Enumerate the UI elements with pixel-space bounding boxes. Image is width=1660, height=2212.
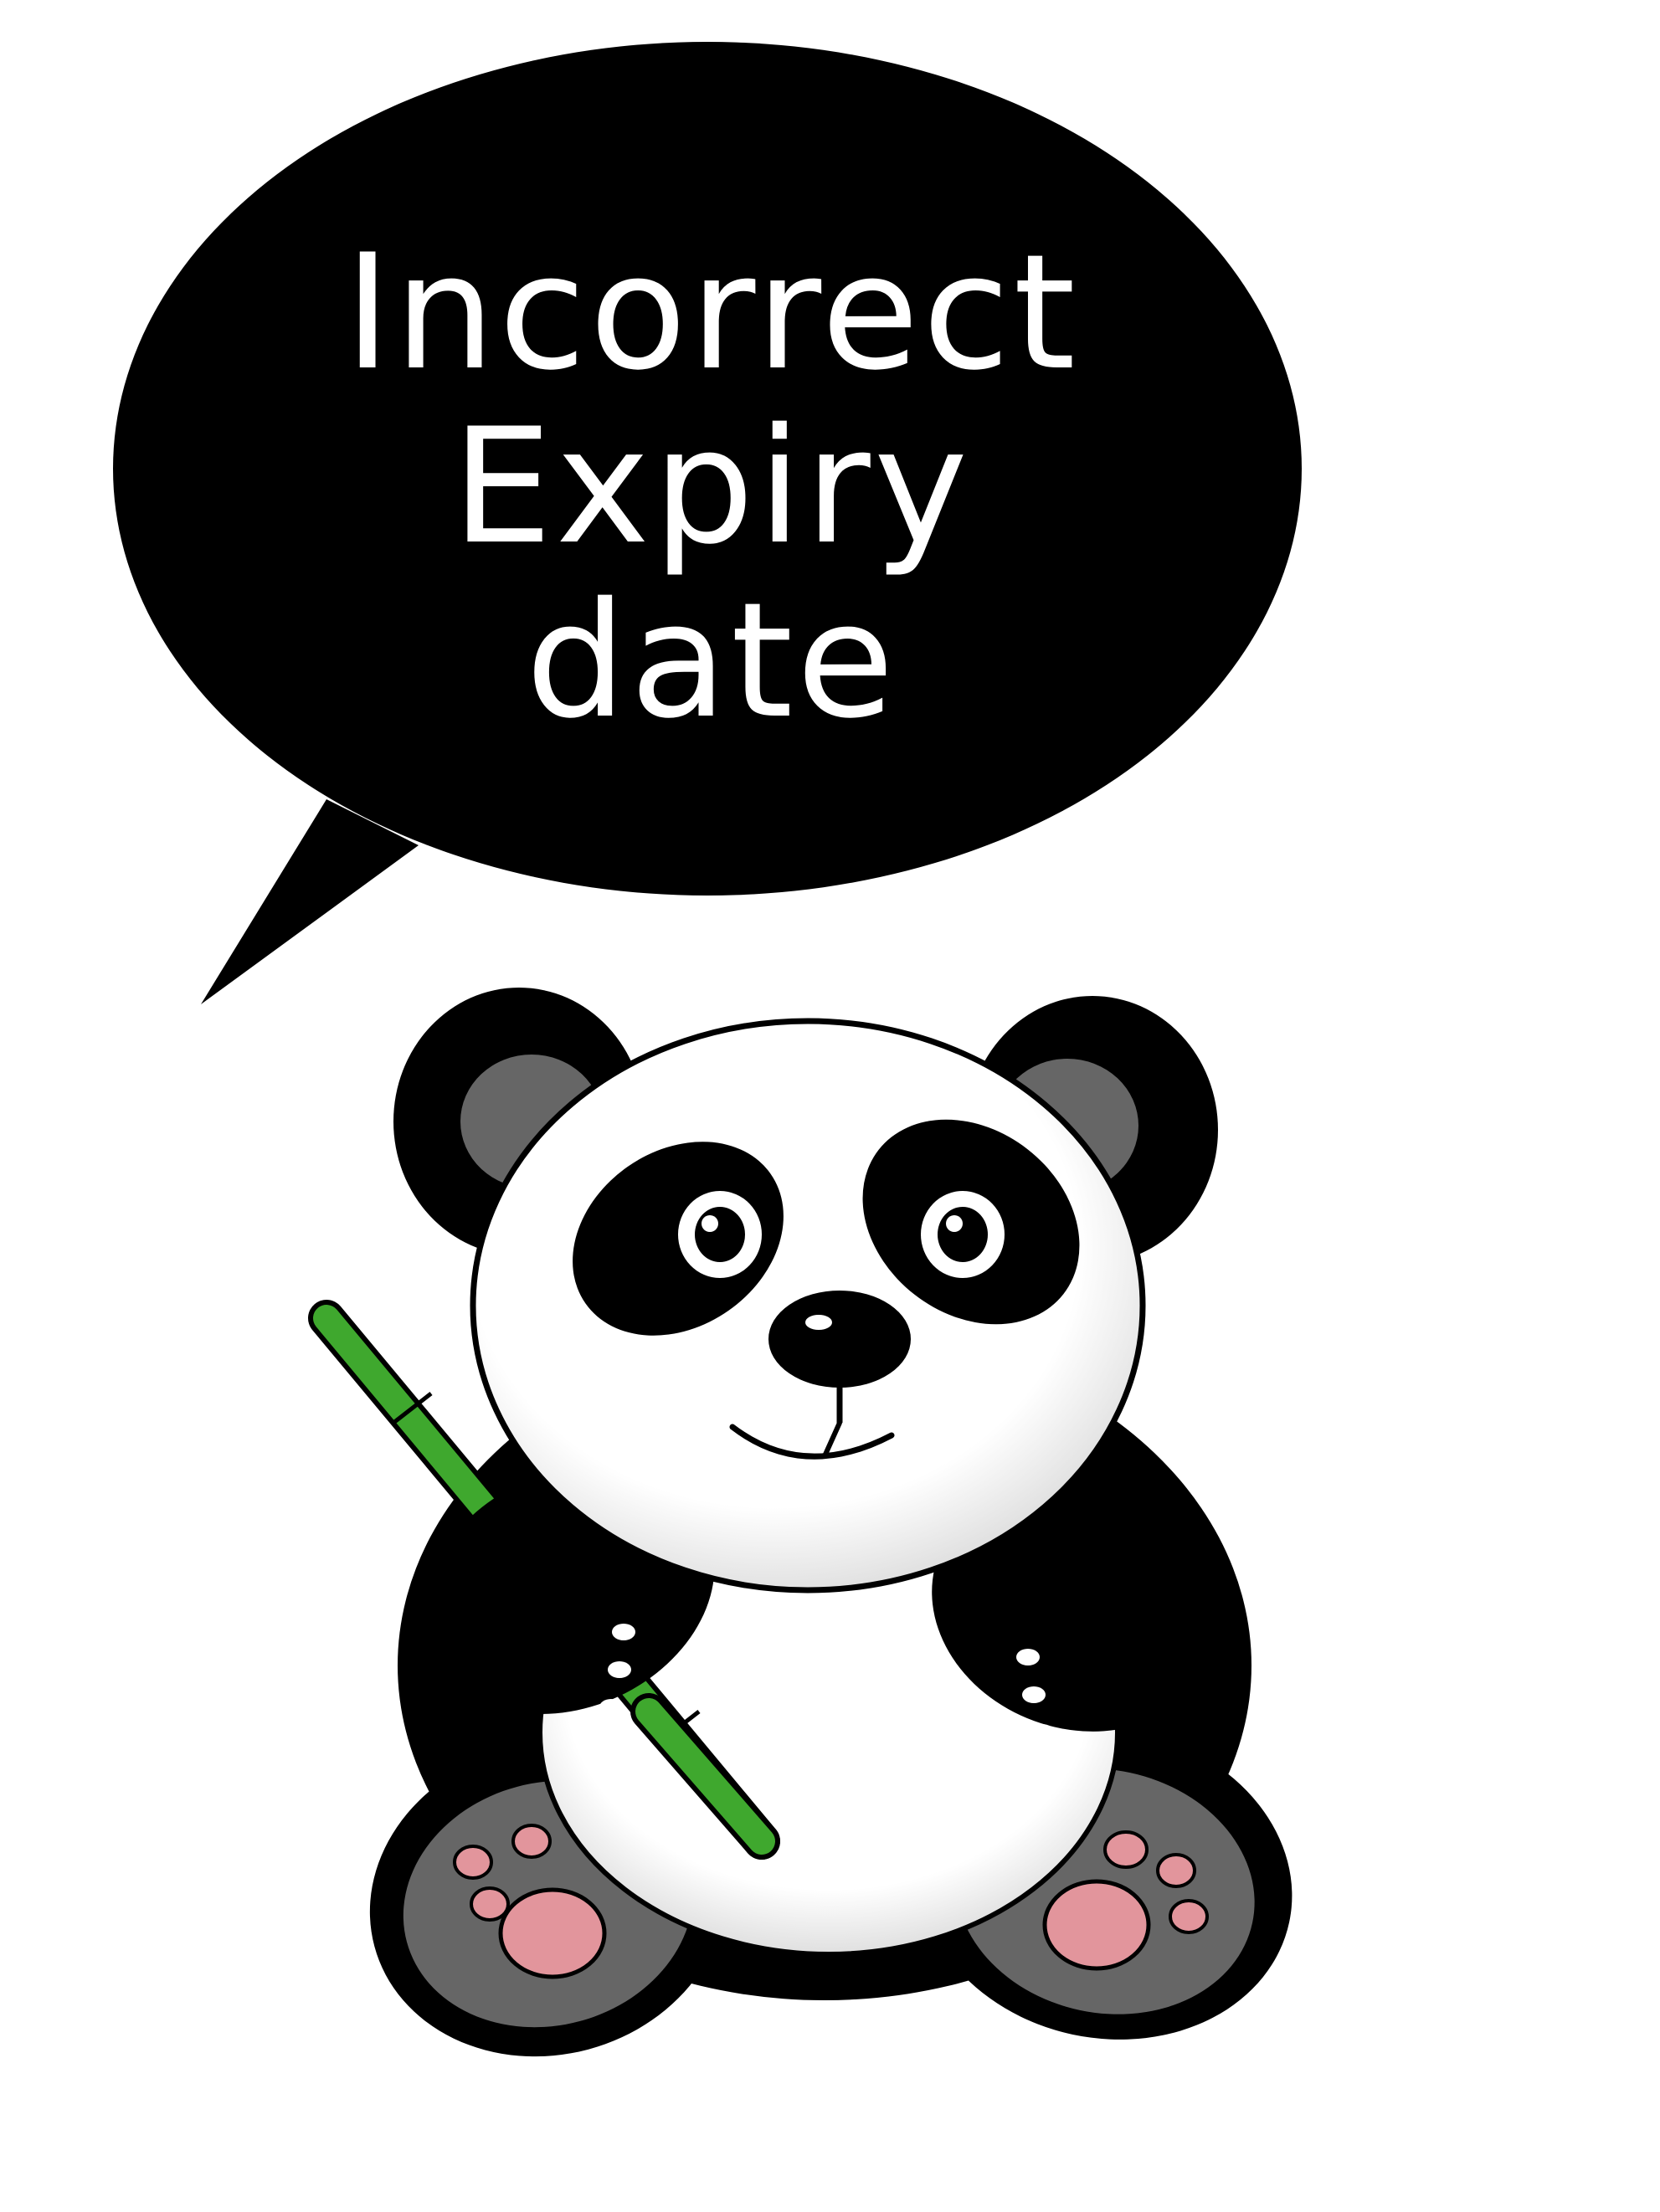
bubble-line-2: Expiry xyxy=(451,394,972,579)
bubble-line-1: Incorrect xyxy=(344,220,1079,405)
bubble-line-3: date xyxy=(525,568,898,753)
speech-bubble-text xyxy=(134,220,1289,753)
